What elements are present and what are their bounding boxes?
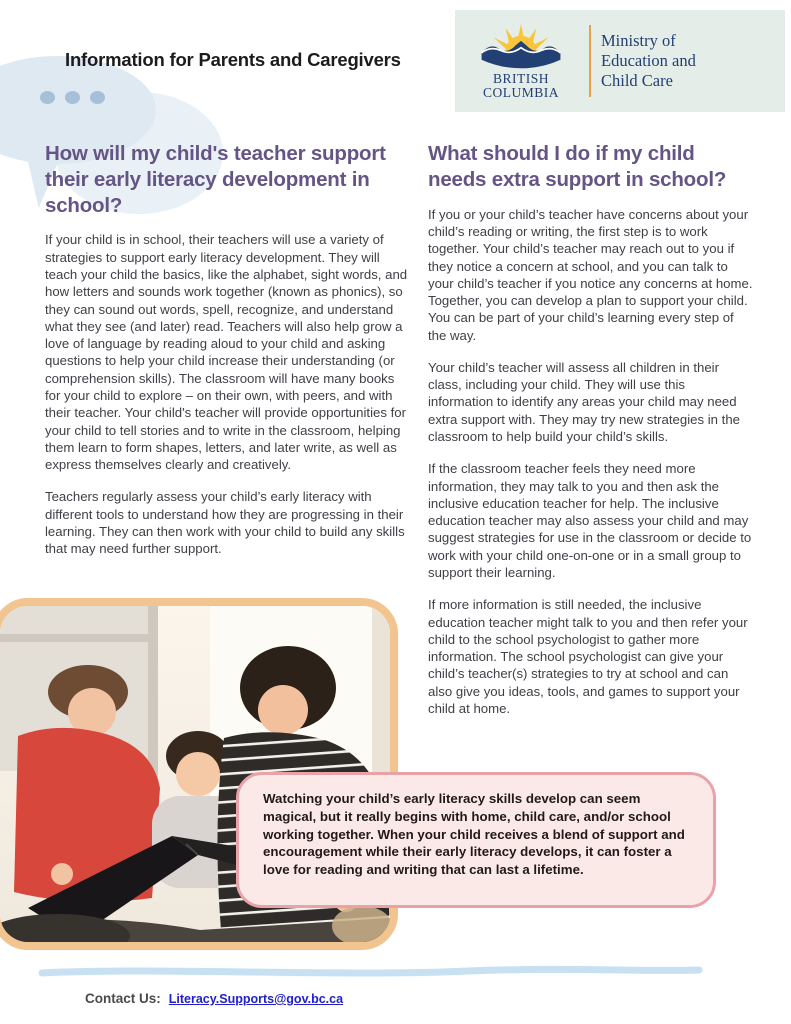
contact-footer <box>85 991 343 1006</box>
ministry-line: Ministry of <box>601 30 676 50</box>
ministry-line: Education and <box>601 50 696 70</box>
left-paragraph-1: If your child is in school, their teachers will use a variety of strategies to support early literacy development. They will teach your child the basics, like the alphabet, sight words, and how letters and sounds work together (known as phonics), so they can sound out words, spell, recognize, and understand what they see (and later) read. Teachers will also help grow a love of language by reading aloud to your child and asking questions to help your child increase their understanding (or comprehension skills). The classroom will have many books for your child to explore – on their own, with peers, and with their teacher. Your child's teacher will provide opportunities for your child to tell stories and to write in the classroom, helping them learn to form shapes, letters, and later write, as well as express themselves clearly and creatively. <box>45 232 408 473</box>
left-column <box>45 141 413 573</box>
ministry-line: Child Care <box>601 71 673 91</box>
bc-logo-wordmark <box>483 72 559 100</box>
right-paragraph-4: If more information is still needed, the inclusive education teacher might talk to you and then refer your child to the school psychologist to gather more information. The school psychologist can give your child’s teacher(s) strategies to try at school and can also give you ideas, tools, and games to support your child at home. <box>428 597 748 716</box>
bc-logo-line2: COLUMBIA <box>482 85 559 100</box>
left-column-heading: How will my child's teacher support their early literacy development in school? <box>45 142 386 217</box>
logo-divider <box>589 25 591 97</box>
left-paragraph-2: Teachers regularly assess your child’s early literacy with different tools to understand how they are progressing in their learning. They can then work with your child to build any skills that may need further support. <box>45 489 405 557</box>
right-column <box>428 141 753 732</box>
bc-logo-block <box>455 22 587 100</box>
right-paragraph-3: If the classroom teacher feels they need more information, they may talk to you and then ask the inclusive education teacher for help. The inclusive education teacher may also assess your child and may suggest strategies for use in the classroom or decide to work with your child one-on-one or in a small group to support their learning. <box>428 461 752 580</box>
dot <box>40 91 55 104</box>
wave-divider <box>38 964 703 980</box>
callout-text: Watching your child’s early literacy skills develop can seem magical, but it really begins with home, child care, and/or school working together. When your child receives a blend of support and encouragement while their early literacy develops, it can foster a love for reading and writing that can last a lifetime. <box>263 791 685 878</box>
right-column-heading: What should I do if my child needs extra support in school? <box>428 142 727 191</box>
page-title: Information for Parents and Caregivers <box>65 49 401 70</box>
ellipsis-dots-icon <box>40 91 105 104</box>
ministry-name <box>601 31 696 91</box>
contact-label: Contact Us: <box>85 991 161 1006</box>
bc-logo-line1: BRITISH <box>492 70 549 86</box>
contact-email-link[interactable]: Literacy.Supports@gov.bc.ca <box>168 992 344 1006</box>
dot <box>90 91 105 104</box>
dot <box>65 91 80 104</box>
right-paragraph-2: Your child’s teacher will assess all children in their class, including your child. They will use this information to identify any areas your child may need extra support with. They may try new strategies in the classroom to help build your child’s skills. <box>428 359 740 445</box>
bc-logo-sun-mountains-icon <box>478 22 564 70</box>
right-paragraph-1: If you or your child’s teacher have concerns about your child’s reading or writing, the first step is to work together. Your child’s teacher may reach out to you if they notice a concern at school, and you can talk to your child’s teacher if you notice any concerns at home. Together, you can develop a plan to support your child. You can be part of your child’s learning every step of the way. <box>428 206 753 343</box>
bc-ministry-logo <box>455 10 785 112</box>
callout-box <box>236 772 716 908</box>
